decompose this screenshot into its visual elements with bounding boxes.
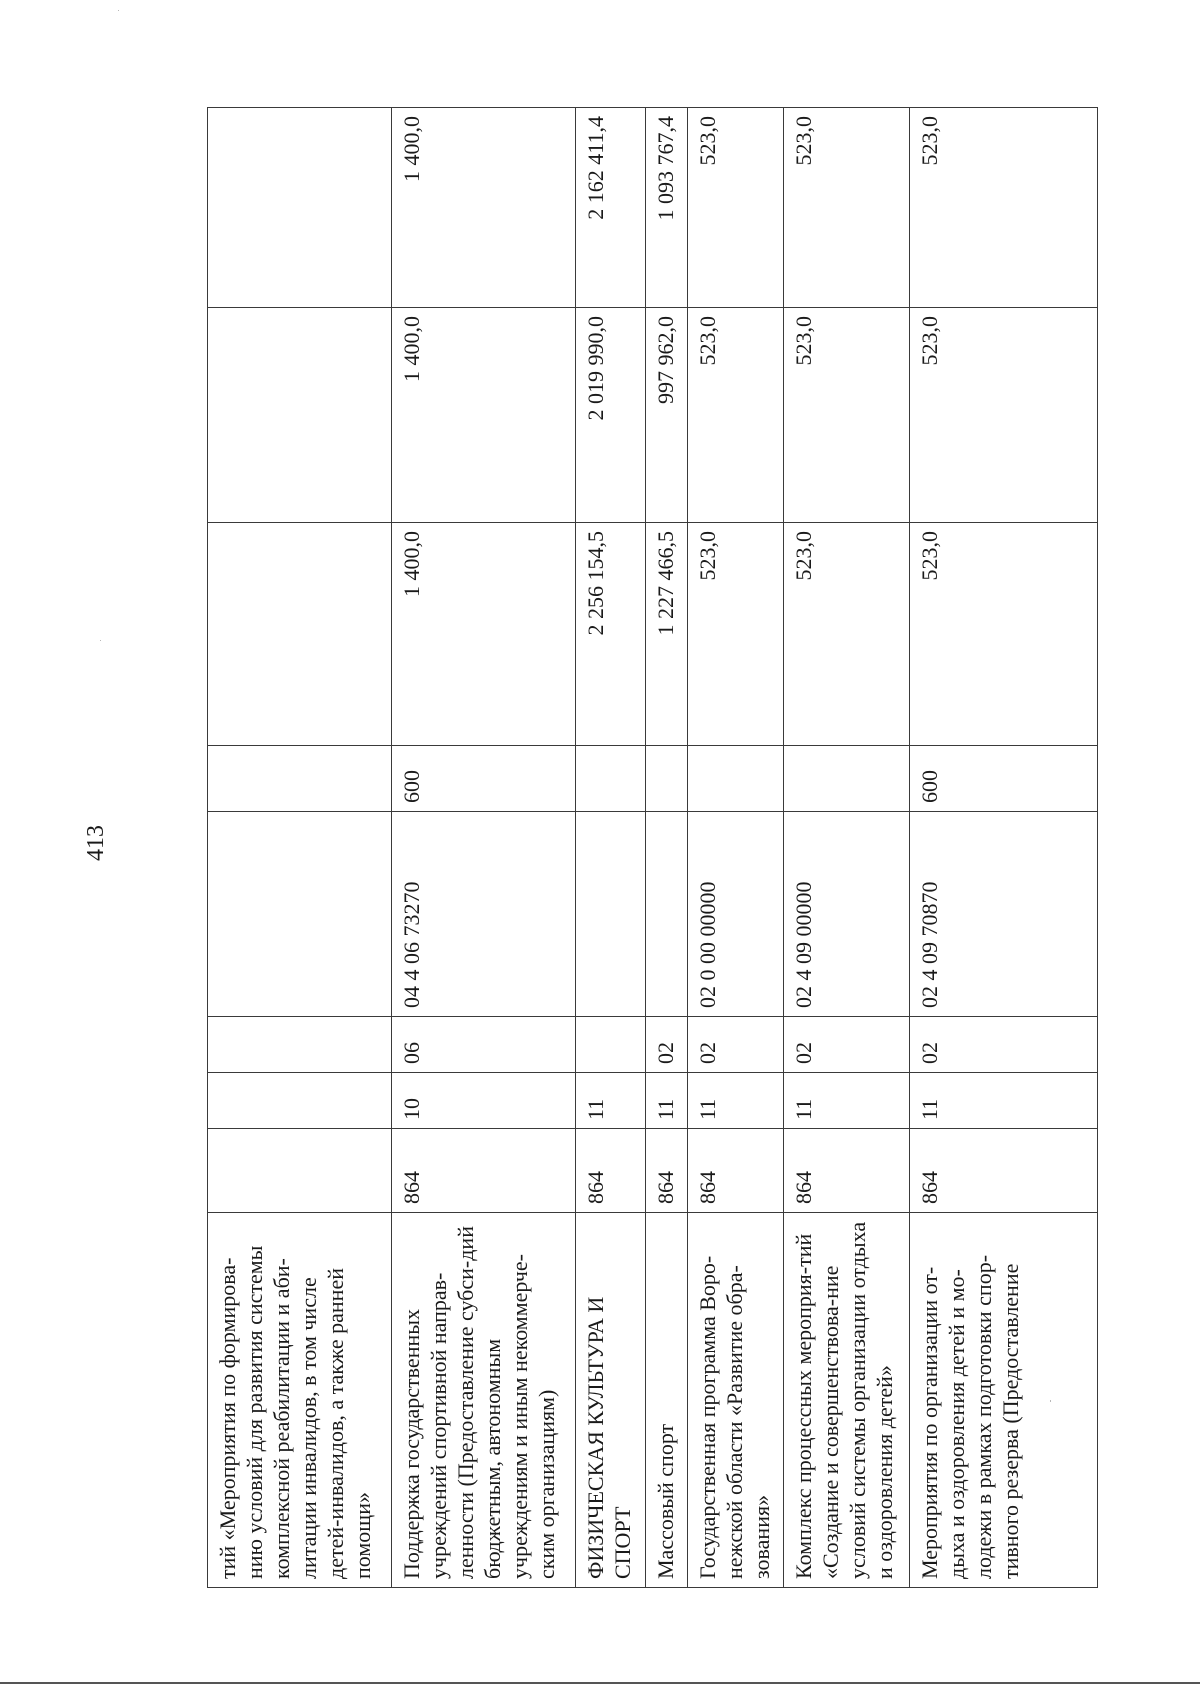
- cell-sum-year1: [208, 523, 392, 746]
- cell-subsection: [208, 1017, 392, 1073]
- scan-speck: [1050, 1400, 1051, 1402]
- cell-target-article: 02 4 09 00000: [784, 812, 910, 1017]
- cell-sum-year1: 523,0: [910, 523, 1098, 746]
- cell-expense-type: 600: [392, 746, 576, 812]
- cell-sum-year1: 1 400,0: [392, 523, 576, 746]
- cell-name: Массовый спорт: [646, 1213, 688, 1588]
- cell-name: Государственная программа Воро-нежской области «Развитие обра-зования»: [688, 1213, 784, 1588]
- table-row: [392, 108, 576, 1588]
- budget-table: [207, 107, 1098, 1588]
- cell-expense-type: [784, 746, 910, 812]
- cell-subsection: 02: [646, 1017, 688, 1073]
- cell-sum-year1: 523,0: [688, 523, 784, 746]
- table-row: [576, 108, 646, 1588]
- cell-expense-type: [646, 746, 688, 812]
- cell-sum-year2: [208, 308, 392, 523]
- cell-ministry: 864: [910, 1129, 1098, 1213]
- cell-ministry: 864: [392, 1129, 576, 1213]
- cell-section: 11: [910, 1073, 1098, 1129]
- table-row: [688, 108, 784, 1588]
- cell-subsection: 02: [688, 1017, 784, 1073]
- cell-sum-year2: 523,0: [784, 308, 910, 523]
- cell-expense-type: [208, 746, 392, 812]
- cell-section: 11: [576, 1073, 646, 1129]
- cell-target-article: [646, 812, 688, 1017]
- cell-sum-year2: 523,0: [688, 308, 784, 523]
- cell-expense-type: [576, 746, 646, 812]
- cell-section: [208, 1073, 392, 1129]
- cell-sum-year2: 1 400,0: [392, 308, 576, 523]
- cell-subsection: 06: [392, 1017, 576, 1073]
- cell-target-article: [208, 812, 392, 1017]
- cell-target-article: 02 0 00 00000: [688, 812, 784, 1017]
- page-number: 413: [83, 825, 109, 861]
- cell-sum-year1: 523,0: [784, 523, 910, 746]
- cell-target-article: 02 4 09 70870: [910, 812, 1098, 1017]
- cell-sum-year2: 523,0: [910, 308, 1098, 523]
- cell-name: тий «Мероприятия по формирова-нию условий для развития системы комплексной реабилитации и аби-литации инвалидов, в том числе детей-инвалидов, а также ранней помощи»: [208, 1213, 392, 1588]
- cell-section: 11: [646, 1073, 688, 1129]
- cell-sum-year1: 2 256 154,5: [576, 523, 646, 746]
- cell-name: Мероприятия по организации от-дыха и оздоровления детей и мо-лодежи в рамках подготовки спор-тивного резерва (Предоставление: [910, 1213, 1098, 1588]
- cell-sum-year3: [208, 108, 392, 308]
- cell-sum-year2: 2 019 990,0: [576, 308, 646, 523]
- cell-ministry: 864: [784, 1129, 910, 1213]
- cell-name: ФИЗИЧЕСКАЯ КУЛЬТУРА И СПОРТ: [576, 1213, 646, 1588]
- cell-expense-type: 600: [910, 746, 1098, 812]
- cell-ministry: [208, 1129, 392, 1213]
- scan-speck: [100, 640, 101, 641]
- cell-subsection: [576, 1017, 646, 1073]
- cell-target-article: [576, 812, 646, 1017]
- cell-sum-year3: 523,0: [784, 108, 910, 308]
- cell-expense-type: [688, 746, 784, 812]
- cell-subsection: 02: [910, 1017, 1098, 1073]
- budget-table-rotated: [207, 108, 1097, 1588]
- cell-sum-year2: 997 962,0: [646, 308, 688, 523]
- cell-sum-year3: 523,0: [910, 108, 1098, 308]
- table-row: [208, 108, 392, 1588]
- cell-sum-year3: 1 400,0: [392, 108, 576, 308]
- scan-speck: [118, 10, 119, 11]
- cell-ministry: 864: [688, 1129, 784, 1213]
- cell-name: Поддержка государственных учреждений спортивной направ-ленности (Предоставление субси-дий бюджетным, автономным учреждениям и иным некоммерче-ским организациям): [392, 1213, 576, 1588]
- table-row: [646, 108, 688, 1588]
- cell-ministry: 864: [576, 1129, 646, 1213]
- cell-section: 11: [784, 1073, 910, 1129]
- cell-sum-year1: 1 227 466,5: [646, 523, 688, 746]
- cell-target-article: 04 4 06 73270: [392, 812, 576, 1017]
- cell-name: Комплекс процессных мероприя-тий «Создание и совершенствова-ние условий системы организации отдыха и оздоровления детей»: [784, 1213, 910, 1588]
- cell-section: 11: [688, 1073, 784, 1129]
- cell-section: 10: [392, 1073, 576, 1129]
- cell-ministry: 864: [646, 1129, 688, 1213]
- cell-sum-year3: 2 162 411,4: [576, 108, 646, 308]
- table-row: [910, 108, 1098, 1588]
- table-row: [784, 108, 910, 1588]
- cell-sum-year3: 523,0: [688, 108, 784, 308]
- cell-subsection: 02: [784, 1017, 910, 1073]
- cell-sum-year3: 1 093 767,4: [646, 108, 688, 308]
- page-bottom-rule: [0, 1682, 1200, 1684]
